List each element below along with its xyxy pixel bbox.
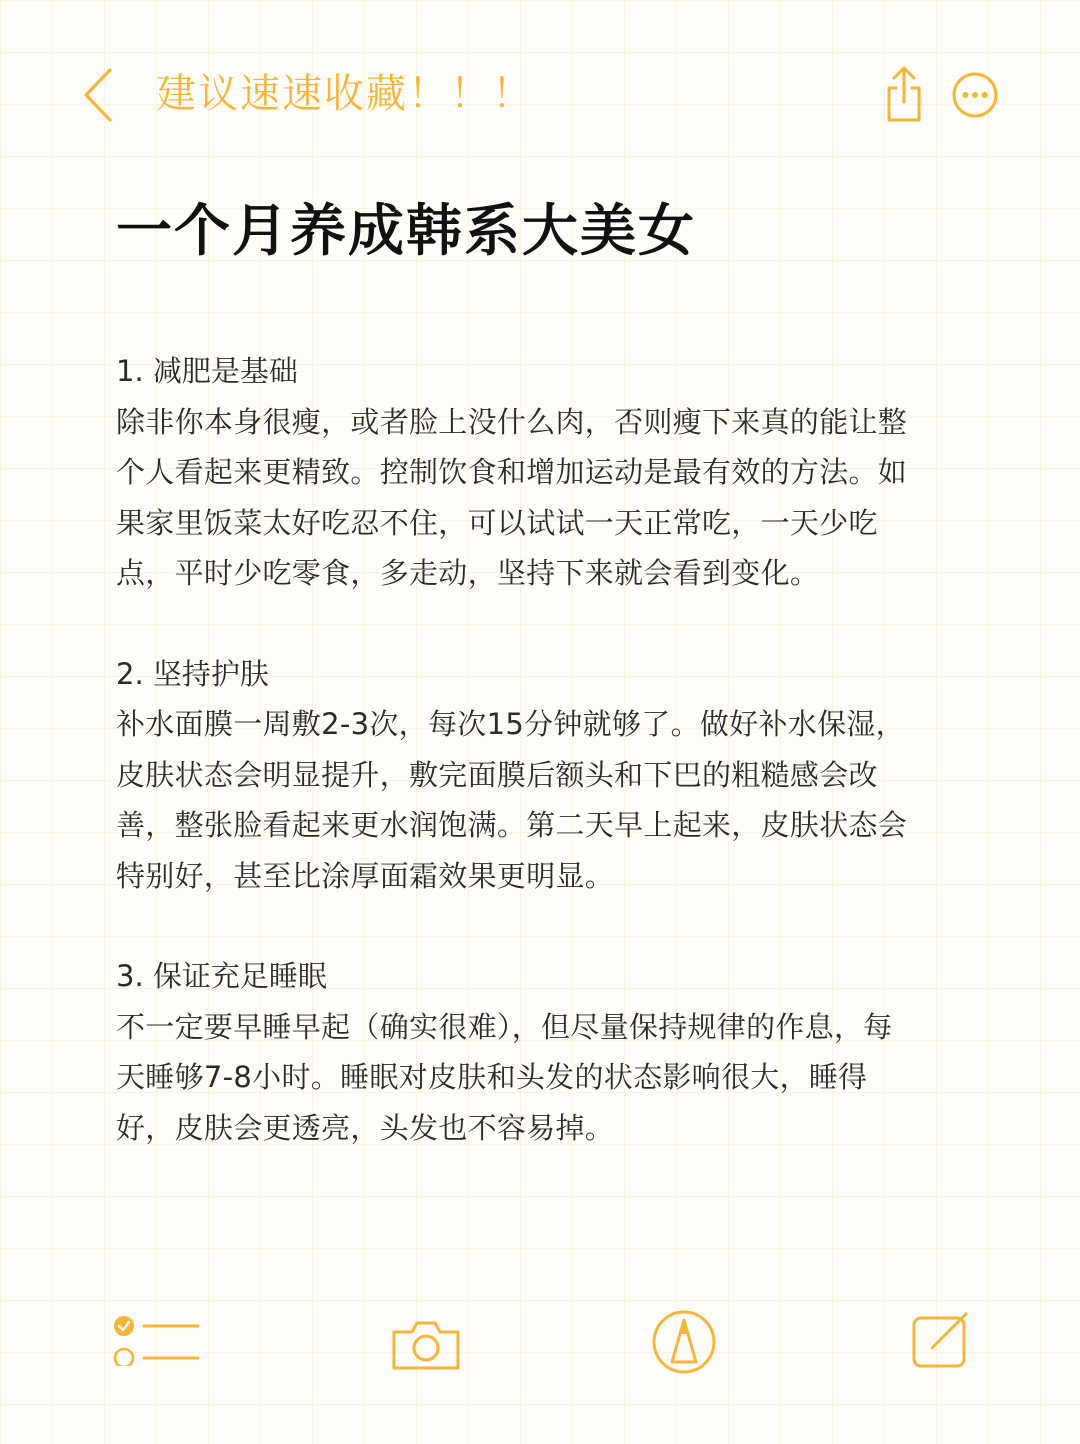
note-body[interactable] bbox=[116, 346, 916, 1203]
back-label[interactable]: 建议速速收藏！！！ bbox=[156, 71, 534, 117]
camera-icon[interactable] bbox=[388, 1316, 464, 1372]
note-section bbox=[116, 649, 916, 902]
bottom-toolbar bbox=[0, 1290, 1080, 1400]
section-paragraph: 不一定要早睡早起（确实很难），但尽量保持规律的作息，每天睡够7-8小时。睡眠对皮肤和头发的状态影响很大，睡得好，皮肤会更透亮，头发也不容易掉。 bbox=[116, 1009, 893, 1145]
section-paragraph: 除非你本身很瘦，或者脸上没什么肉，否则瘦下来真的能让整个人看起来更精致。控制饮食和增加运动是最有效的方法。如果家里饭菜太好吃忍不住，可以试试一天正常吃，一天少吃点，平时少吃零食，多走动，坚持下来就会看到变化。 bbox=[116, 404, 908, 590]
markup-pen-icon[interactable] bbox=[650, 1308, 718, 1376]
more-icon[interactable] bbox=[950, 70, 1000, 120]
section-paragraph: 补水面膜一周敷2-3次，每次15分钟就够了。做好补水保湿，皮肤状态会明显提升，敷完面膜后额头和下巴的粗糙感会改善，整张脸看起来更水润饱满。第二天早上起来，皮肤状态会特别好，甚至比涂厚面霜效果更明显。 bbox=[116, 707, 908, 893]
share-icon[interactable] bbox=[880, 64, 928, 124]
section-heading: 1. 减肥是基础 bbox=[116, 354, 298, 388]
section-heading: 2. 坚持护肤 bbox=[116, 656, 269, 691]
navigation-bar bbox=[0, 0, 1080, 190]
note-title[interactable]: 一个月养成韩系大美女 bbox=[116, 199, 696, 264]
checklist-icon[interactable] bbox=[112, 1314, 202, 1366]
compose-icon[interactable] bbox=[910, 1310, 970, 1370]
note-section bbox=[116, 346, 916, 599]
note-section bbox=[116, 951, 916, 1153]
chevron-left-icon[interactable] bbox=[76, 66, 120, 124]
section-heading: 3. 保证充足睡眠 bbox=[116, 959, 327, 993]
